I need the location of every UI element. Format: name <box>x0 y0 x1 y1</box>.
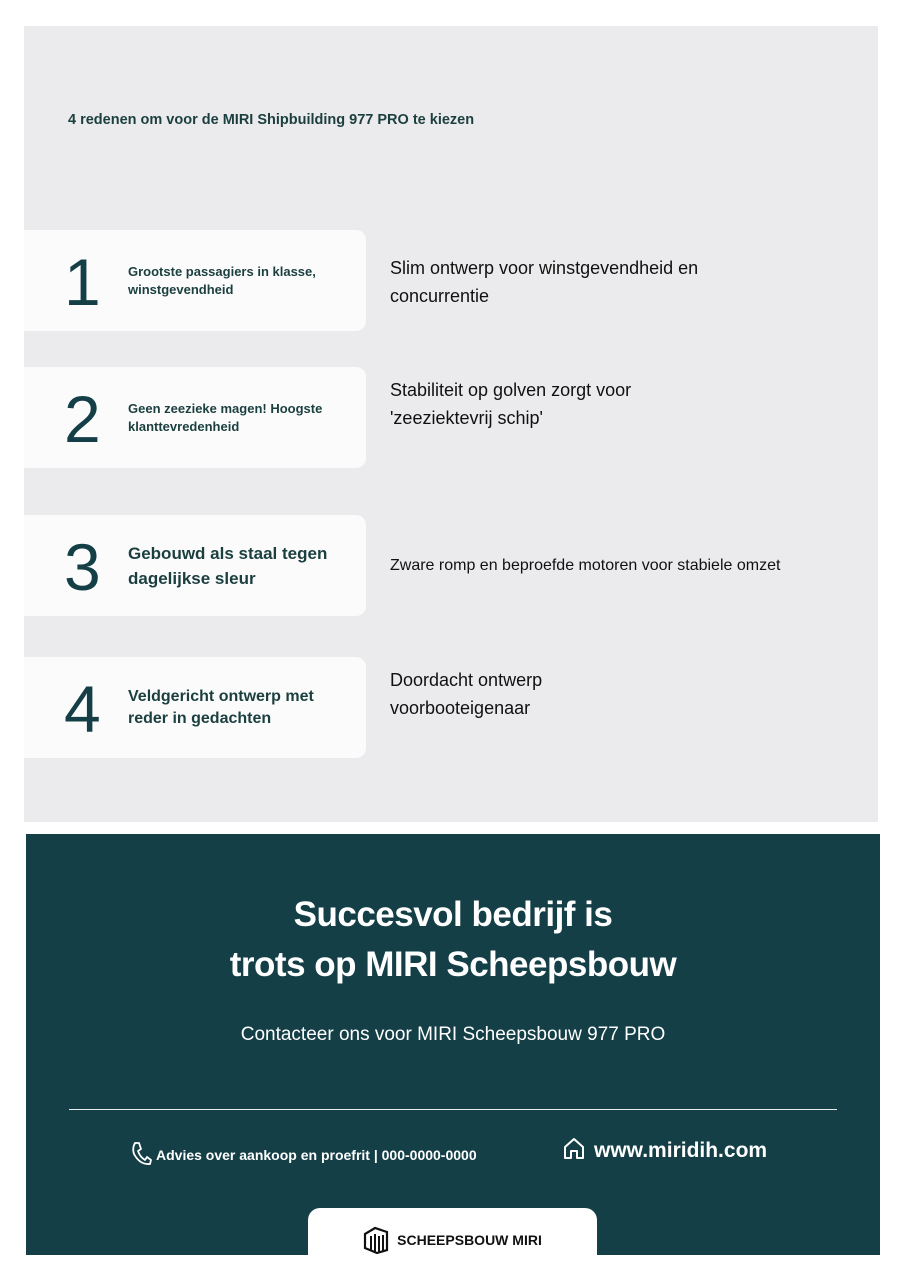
footer-title-line: trots op MIRI Scheepsbouw <box>229 945 677 984</box>
reason-title: Geen zeezieke magen! Hoogste klanttevredenheid <box>128 400 323 434</box>
reason-number: 4 <box>64 672 101 746</box>
brand-tab <box>308 1208 597 1280</box>
reason-title: Gebouwd als staal tegen dagelijkse sleur <box>128 543 328 588</box>
reason-card-3 <box>24 515 366 616</box>
reason-card-4 <box>24 657 366 758</box>
contact-info <box>130 1140 477 1169</box>
contact-panel <box>26 834 880 1255</box>
footer-title <box>26 890 880 990</box>
contact-text: Advies over aankoop en proefrit | 000-0000-0000 <box>156 1146 477 1163</box>
reason-number: 3 <box>64 530 101 604</box>
reason-description: Slim ontwerp voor winstgevendheid en concurrentie <box>390 258 699 306</box>
reason-description: Doordacht ontwerp voorbooteigenaar <box>390 670 543 718</box>
reason-title: Veldgericht ontwerp met reder in gedachten <box>128 687 314 727</box>
home-icon <box>562 1136 586 1166</box>
logo-icon <box>363 1226 389 1280</box>
reason-description: Zware romp en beproefde motoren voor stabiele omzet <box>390 557 781 574</box>
reason-number: 2 <box>64 382 101 456</box>
reason-title: Grootste passagiers in klasse, winstgevendheid <box>128 263 316 297</box>
website-link[interactable] <box>562 1136 767 1166</box>
reason-description: Stabiliteit op golven zorgt voor 'zeeziektevrij schip' <box>390 380 632 428</box>
footer-title-line: Succesvol bedrijf is <box>293 895 613 934</box>
reason-number: 1 <box>64 245 101 319</box>
footer-subtitle: Contacteer ons voor MIRI Scheepsbouw 977 PRO <box>240 1024 666 1045</box>
brand-name: SCHEEPSBOUW MIRI <box>397 1232 542 1248</box>
website-text: www.miridih.com <box>594 1139 768 1162</box>
phone-icon <box>130 1140 152 1169</box>
divider <box>69 1109 837 1110</box>
section-heading: 4 redenen om voor de MIRI Shipbuilding 977 PRO te kiezen <box>68 112 475 128</box>
reason-card-2 <box>24 367 366 468</box>
reason-card-1 <box>24 230 366 331</box>
